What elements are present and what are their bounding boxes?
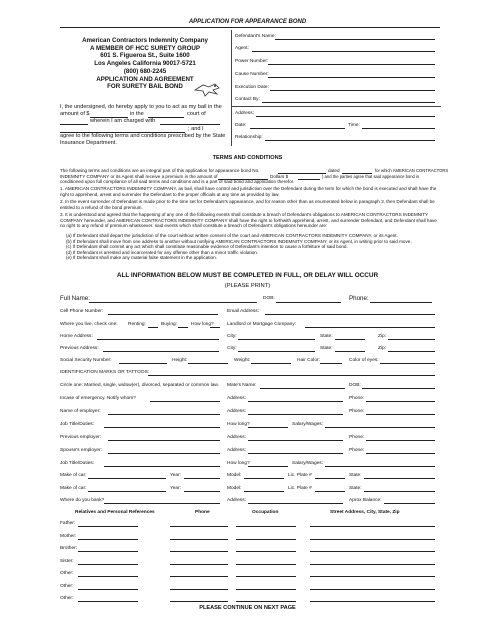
prev-address-label: Previous Address: [60, 346, 99, 351]
eagle-logo-icon [193, 82, 221, 98]
job-label: Job Title/Duties: [60, 422, 95, 427]
prev-state-field[interactable] [335, 351, 365, 352]
employer-field[interactable] [108, 414, 220, 415]
emergency-label: Incase of emergency. Notify whom? [60, 396, 136, 401]
bank-field[interactable] [104, 503, 220, 504]
employer-phone-label: Phone: [349, 409, 365, 414]
relative-address-field[interactable] [310, 589, 435, 590]
employer-address-field[interactable] [248, 414, 343, 415]
relative-phone-field[interactable] [170, 564, 228, 565]
company-member: A MEMBER OF HCC SURETY GROUP [89, 44, 200, 52]
spouse-employer-address-label: Address: [227, 448, 246, 453]
salary-label: Salary/Wages: [292, 422, 324, 427]
balance-label: Aprox Balance: [349, 498, 382, 503]
email-label: Email Address: [227, 309, 259, 314]
relative-row-label: Other: [60, 571, 74, 576]
relative-occupation-field[interactable] [236, 564, 296, 565]
car2-field[interactable] [88, 491, 166, 492]
relative-row-label: Mother: [60, 533, 77, 539]
spouse-employer-address-field[interactable] [248, 453, 343, 454]
home-address-field[interactable] [97, 339, 219, 340]
height-label: Height: [172, 358, 188, 363]
full-name-field[interactable] [89, 302, 257, 303]
contact-by-field[interactable] [262, 102, 435, 103]
home-city-label: City: [227, 334, 237, 339]
company-name: American Contractors Indemnity Company [82, 37, 208, 44]
car2-state-field[interactable] [364, 491, 435, 492]
relative-address-field[interactable] [310, 526, 435, 527]
relative-address-field[interactable] [310, 601, 435, 602]
job-field[interactable] [104, 427, 220, 428]
emergency-field[interactable] [150, 401, 220, 402]
relative-name-field[interactable] [78, 539, 138, 540]
terms-para0 [60, 168, 449, 185]
car1-year-label: Year: [170, 473, 182, 478]
please-print: (PLEASE PRINT) [224, 283, 271, 289]
home-address-label: Home Address: [60, 334, 93, 339]
spouse-howlong-field[interactable] [248, 466, 288, 467]
prev-address-field[interactable] [103, 351, 219, 352]
execution-date-field[interactable] [270, 90, 435, 91]
intro-charged-with: wherein I am charged with [90, 118, 156, 125]
cell-label: Cell Phone Number: [60, 309, 104, 314]
relative-address-field[interactable] [310, 539, 435, 540]
cause-number-label: Cause Number: [235, 72, 269, 77]
car1-model-label: Model: [227, 473, 242, 478]
premium-amount-field[interactable] [298, 179, 320, 180]
time-label: Time: [348, 123, 360, 128]
terms-para2: 2. In the event surrender of Defendant is made prior to the time set for Defendant's appearance, and for reason other than as enumerated below in paragraph 3, then Defendant shall be entitled to a refund of the bond premium. [60, 199, 435, 210]
home-city-field[interactable] [238, 339, 315, 340]
relative-name-field[interactable] [78, 526, 138, 527]
relative-row-label: Father: [60, 521, 76, 526]
spouse-employer-label: Spouse's employer: [60, 448, 102, 453]
employer-address-label: Address: [227, 409, 246, 414]
home-zip-label: Zip: [378, 334, 386, 339]
relative-phone-field[interactable] [170, 526, 228, 527]
phone-field[interactable] [370, 302, 432, 303]
agent-field[interactable] [252, 51, 435, 52]
intro-block [60, 104, 232, 147]
hair-field[interactable] [320, 363, 342, 364]
relative-row-label: Other: [60, 583, 74, 589]
spouse-employer-phone-label: Phone: [349, 448, 365, 453]
relatives-phone-header: Phone [195, 510, 210, 515]
car2-state-label: State: [349, 486, 362, 491]
bank-address-field[interactable] [248, 503, 343, 504]
balance-field[interactable] [384, 503, 435, 504]
relative-name-field[interactable] [78, 551, 138, 552]
defendant-name-field[interactable] [275, 39, 435, 40]
company-phone: (800) 680-2245 [123, 67, 167, 75]
car2-year-label: Year: [170, 486, 182, 491]
marks-label: IDENTIFICATION MARKS OR TATTOOS: [60, 370, 150, 375]
company-doc1: APPLICATION AND AGREEMENT [96, 75, 194, 83]
bank-label: Where do you bank? [60, 498, 105, 503]
terms-para3: 3. It is understood and agreed that the happening of any one of the following events shall constitute a breach of Defendant's obligations to AMERICAN CONTRACTORS INDEMNITY COMPANY hereunder, and AMERICAN CONTRACTORS INDEMNITY COMPANY shall have the right to forthwith apprehend, arrest, and surrender Defendant, and Defendant shall have no right to any refund of premium whatsoever. said events which shall constitute a breach of Defendant's obligations hereunder are: [60, 212, 437, 229]
relative-address-field[interactable] [310, 564, 435, 565]
prev-employer-field[interactable] [108, 440, 220, 441]
power-number-label: Power Number: [235, 59, 269, 64]
terms-p0e: Dollars $ [270, 173, 289, 179]
relatives-occupation-header: Occupation [252, 510, 279, 515]
car2-plate-field[interactable] [315, 491, 345, 492]
terms-heading: TERMS AND CONDITIONS [212, 155, 283, 161]
car2-plate-label: Lic. Plate # [288, 486, 312, 491]
relative-phone-field[interactable] [170, 551, 228, 552]
terms-p0f: ) and the parties agree that said appearance bond is [322, 173, 420, 179]
charge-field-2[interactable] [60, 132, 185, 133]
eyes-label: Color of eyes: [349, 358, 379, 363]
intro-and-i: ; and I [188, 125, 204, 132]
job-howlong-field[interactable] [248, 427, 288, 428]
prev-employer-phone-label: Phone: [349, 435, 365, 440]
car2-model-label: Model: [227, 486, 242, 491]
marks-field[interactable] [148, 375, 435, 376]
renting-label: Renting: [128, 322, 146, 327]
relative-occupation-field[interactable] [236, 576, 296, 577]
ssn-field[interactable] [119, 363, 167, 364]
relationship-label: Relationship: [235, 135, 263, 140]
spouse-salary-label: Salary/Wages: [292, 461, 324, 466]
relative-address-field[interactable] [310, 551, 435, 552]
marital-label: Circle one: Married, single, widow(er), divorced, separated or common law. [60, 383, 219, 388]
car1-state-field[interactable] [364, 478, 435, 479]
date-field[interactable] [250, 128, 345, 129]
terms-item-d: (d) If Defendant is arrested and incarcerated for any offense other than a minor traffic violation. [66, 249, 259, 255]
car1-plate-field[interactable] [315, 478, 345, 479]
company-city: Los Angeles California 90017-5721 [94, 60, 196, 68]
full-name-label: Full Name: [60, 295, 90, 302]
relative-occupation-field[interactable] [236, 589, 296, 590]
buying-label: Buying: [161, 322, 177, 327]
defendant-name-label: Defendant's Name: [235, 34, 276, 39]
relative-phone-field[interactable] [170, 539, 228, 540]
emergency-phone-field[interactable] [366, 401, 435, 402]
prev-employer-phone-field[interactable] [366, 440, 435, 441]
how-long-field[interactable] [210, 327, 220, 328]
car1-plate-label: Lic. Plate # [288, 473, 312, 478]
prev-city-label: City: [227, 346, 237, 351]
intro-line1: I, the undersigned, do hereby apply to you to act as my bail in the [60, 104, 222, 110]
intro-amount-label: amount of $ [60, 111, 90, 118]
prev-employer-address-field[interactable] [248, 440, 343, 441]
prev-state-label: State: [320, 346, 333, 351]
job-howlong-label: How long? [227, 422, 250, 427]
mate-field[interactable] [260, 388, 345, 389]
cell-field[interactable] [108, 314, 218, 315]
relative-row-label: Other: [60, 596, 74, 601]
terms-p0g: conditioned upon full compliance of all said terms and conditions and is a part of said bond and application therefor. [60, 179, 295, 185]
relative-row-label: Brother: [60, 546, 78, 551]
terms-item-a: (a) If Defendant shall depart the jurisdiction of the court without written consent of the court and AMERICAN CONTRACTORS INDEMNITY COMPANY, or its Agent. [66, 233, 398, 238]
dob-field[interactable] [276, 302, 341, 303]
dob-label: DOB: [263, 296, 275, 301]
agent-label: Agent: [235, 46, 249, 51]
terms-p0b: dated [328, 168, 340, 173]
terms-para1: 1. AMERICAN CONTRACTORS INDEMNITY COMPANY, as bail, shall have control and jurisdiction over the Defendant during the term for which the bond is executed and shall have the right to apprehend, arrest and surrender the Defendant to the proper officials at any time as provided by law. [60, 186, 437, 197]
relative-address-field[interactable] [310, 576, 435, 577]
car2-label: Make of car: [60, 486, 87, 491]
landlord-label: Landlord or Mortgage Company: [227, 322, 297, 327]
relatives-header: Relatives and Personal References [75, 510, 155, 515]
relationship-field[interactable] [265, 140, 435, 141]
form-title: APPLICATION FOR APPEARANCE BOND [188, 19, 307, 25]
prev-zip-label: Zip: [378, 346, 386, 351]
how-long-label: How long? [191, 322, 214, 327]
contact-by-label: Contact By: [235, 97, 260, 102]
terms-p0a: The following terms and conditions are an integral part of this application for appearance bond No. [60, 168, 260, 173]
completion-notice: ALL INFORMATION BELOW MUST BE COMPLETED IN FULL, OR DELAY WILL OCCUR [116, 272, 379, 279]
ssn-label: Social Security Number: [60, 358, 112, 363]
relatives-address-header: Street Address, City, State, Zip [330, 510, 400, 515]
home-zip-field[interactable] [388, 339, 435, 340]
company-street: 601 S. Figueroa St., Suite 1600 [100, 52, 190, 60]
intro-line5: agree to the following terms and conditions prescribed by the State [60, 132, 226, 139]
intro-court-of: court of [187, 111, 206, 118]
relative-name-field[interactable] [78, 564, 138, 565]
relative-phone-field[interactable] [170, 589, 228, 590]
intro-line6: Insurance Department. [60, 139, 117, 146]
relative-occupation-field[interactable] [236, 526, 296, 527]
home-state-field[interactable] [335, 339, 365, 340]
title-rule [60, 27, 440, 28]
where-live-label: Where you live, check one: [60, 322, 118, 327]
terms-item-b: (b) If Defendant shall move from one address to another without notifying AMERICAN CONTRACTORS INDEMNITY COMPANY, or its Agent, in writing prior to said move. [66, 238, 412, 244]
weight-field[interactable] [251, 363, 291, 364]
spouse-job-label: Job Title/Duties: [60, 461, 95, 466]
relative-occupation-field[interactable] [236, 551, 296, 552]
home-state-label: State: [320, 334, 333, 339]
continue-notice: PLEASE CONTINUE ON NEXT PAGE [199, 605, 296, 611]
mate-dob-field[interactable] [362, 388, 435, 389]
address-label: Address: [235, 111, 254, 116]
salary-field[interactable] [325, 427, 435, 428]
bank-address-label: Address: [227, 498, 246, 503]
height-field[interactable] [188, 363, 228, 364]
relative-phone-field[interactable] [170, 576, 228, 577]
car1-field[interactable] [88, 478, 166, 479]
relative-name-field[interactable] [78, 576, 138, 577]
intro-in-the: in the [130, 111, 144, 118]
spouse-salary-field[interactable] [325, 466, 435, 467]
terms-p0d: INDEMNITY COMPANY or its Agent shall receive a premium in the amount of [60, 173, 218, 179]
terms-item-c: (c) If Defendant shall commit any act which shall constitute reasonable evidence of Defendant's intention to cause a forfeiture of said bond. [66, 244, 348, 250]
renting-field[interactable] [148, 327, 158, 328]
premium-words-field[interactable] [218, 179, 268, 180]
terms-list [66, 233, 440, 261]
landlord-field[interactable] [305, 327, 435, 328]
emergency-phone-label: Phone: [349, 396, 365, 401]
spouse-job-field[interactable] [104, 466, 220, 467]
address-field[interactable] [256, 116, 435, 117]
relative-occupation-field[interactable] [236, 601, 296, 602]
prev-employer-label: Previous employer: [60, 435, 102, 440]
relative-occupation-field[interactable] [236, 539, 296, 540]
date-label: Date: [235, 123, 247, 128]
execution-date-label: Execution Date: [235, 85, 269, 90]
prev-city-field[interactable] [238, 351, 315, 352]
car1-year-field[interactable] [184, 478, 220, 479]
spouse-employer-field[interactable] [108, 453, 220, 454]
mate-dob-label: DOB: [349, 383, 361, 388]
emergency-address-field[interactable] [248, 401, 343, 402]
spouse-employer-phone-field[interactable] [366, 453, 435, 454]
prev-zip-field[interactable] [388, 351, 435, 352]
phone-label: Phone: [349, 295, 369, 302]
car1-model-field[interactable] [244, 478, 284, 479]
time-field[interactable] [362, 128, 435, 129]
power-number-field[interactable] [268, 64, 435, 65]
relative-phone-field[interactable] [170, 601, 228, 602]
cause-number-field[interactable] [268, 77, 435, 78]
buying-field[interactable] [178, 327, 188, 328]
car1-label: Make of car: [60, 473, 87, 478]
car2-model-field[interactable] [244, 491, 284, 492]
terms-p0c: for which AMERICAN CONTRACTORS [375, 168, 449, 173]
company-doc2: FOR SURETY BAIL BOND [107, 83, 183, 91]
employer-label: Name of employer: [60, 409, 101, 414]
eyes-field[interactable] [380, 363, 435, 364]
spouse-howlong-label: How long? [227, 461, 250, 466]
relative-name-field[interactable] [78, 589, 138, 590]
email-field[interactable] [265, 314, 435, 315]
relative-name-field[interactable] [78, 601, 138, 602]
weight-label: Weight: [234, 358, 251, 363]
mate-label: Mate's Name: [227, 383, 257, 388]
relative-row-label: Sister: [60, 558, 74, 564]
car1-state-label: State: [349, 473, 362, 478]
hair-label: Hair Color: [297, 358, 320, 363]
emergency-address-label: Address: [227, 396, 246, 401]
prev-employer-address-label: Address: [227, 435, 246, 440]
contact-divider [231, 106, 441, 107]
car2-year-field[interactable] [184, 491, 220, 492]
employer-phone-field[interactable] [366, 414, 435, 415]
terms-item-e: (e) If Defendant shall make any material false statement in the application. [66, 255, 217, 261]
